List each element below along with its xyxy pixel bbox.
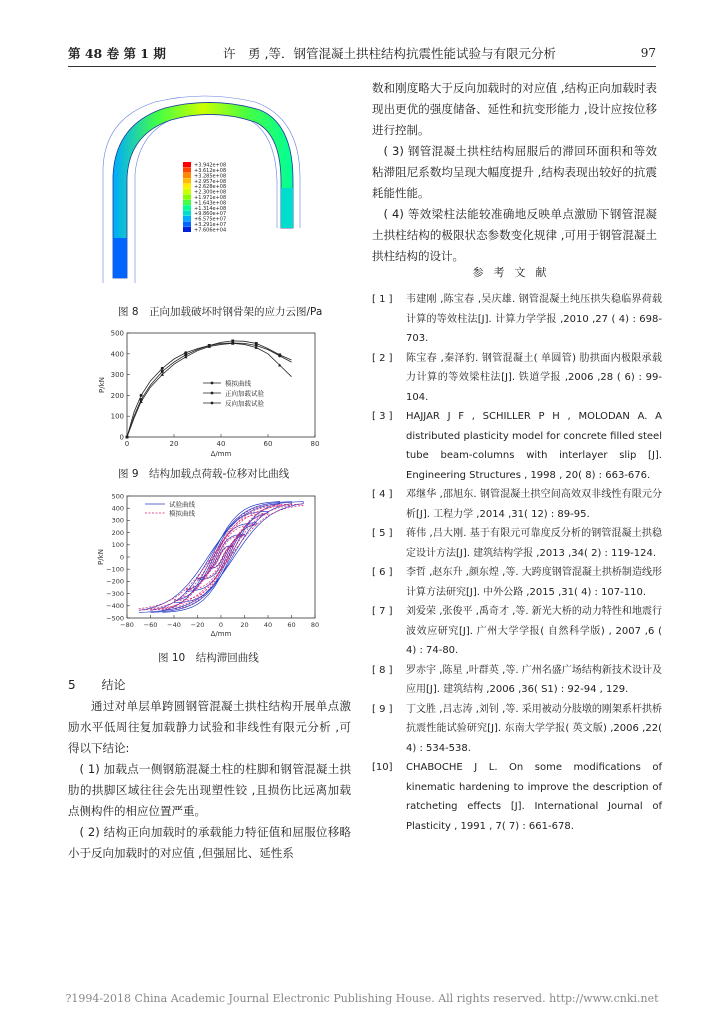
y-tick-label: −100 [106, 565, 124, 574]
legend-swatch [183, 194, 191, 199]
reference-number: [10] [372, 762, 393, 773]
reference-item [372, 602, 662, 661]
reference-number: [ 9 ] [372, 703, 393, 715]
sim-loop [174, 513, 268, 601]
y-tick-label: 500 [111, 492, 124, 501]
reference-number: [ 2 ] [372, 352, 393, 364]
legend-value: +3.942e+08 [194, 162, 227, 169]
legend-colorbar [183, 162, 226, 233]
section-heading [68, 676, 125, 693]
x-tick-label: 20 [240, 621, 249, 629]
legend-label: 正向加载试验 [225, 389, 264, 398]
reference-text: 刘爱荣 ,张俊平 ,禹奇才 ,等. 新光大桥的动力特性和地震行波效应研究[J]. 广州大学学报( 自然科学版) , 2007 ,6 ( 4) : 74-80. [406, 606, 662, 656]
x-tick-label: 80 [310, 440, 320, 448]
figure-9 [95, 325, 335, 460]
legend-swatch [183, 200, 191, 205]
legend-swatch [183, 162, 191, 167]
reference-list [372, 290, 662, 836]
reference-item [372, 563, 662, 602]
legend-value: +1.971e+08 [194, 195, 227, 201]
figure-9-caption: 图 9 结构加载点荷载-位移对比曲线 [118, 468, 290, 480]
reference-item [372, 524, 662, 563]
x-tick-label: 40 [263, 621, 273, 629]
legend-marker [211, 402, 214, 405]
legend-value: +3.285e+08 [194, 173, 227, 180]
y-tick-label: −400 [106, 602, 124, 611]
legend-label: 反向加载试验 [225, 399, 264, 408]
reference-number: [ 1 ] [372, 294, 393, 305]
reference-item [372, 485, 662, 524]
reference-item [372, 349, 662, 408]
reference-text: CHABOCHE J L. On some modifications of kinematic hardening to improve the description of ratcheting effects [J]. International Journal of Plasticity , 1991 , 7( 7) : 661-678. [406, 762, 662, 832]
x-tick-label: 60 [263, 440, 273, 448]
reference-number: [ 4 ] [372, 489, 393, 500]
legend-swatch [183, 205, 191, 210]
reference-number: [ 3 ] [372, 411, 393, 422]
y-tick-label: 100 [110, 412, 124, 421]
sim-loop [151, 504, 292, 610]
legend-value: +6.575e+07 [194, 216, 227, 223]
hysteresis-chart [95, 490, 335, 638]
section-title: 结论 [101, 678, 126, 692]
conclusion-3: ( 3) 钢管混凝土拱柱结构屈服后的滞回环面积和等效粘滞阻尼系数均呈现大幅度提升 ,结构表现出较好的抗震耗能性能。 [372, 144, 657, 200]
reference-item [372, 290, 662, 349]
y-tick-label: 200 [111, 528, 124, 537]
legend-swatch [183, 216, 191, 221]
x-tick-label: 0 [124, 440, 130, 448]
y-tick-label: 400 [111, 504, 124, 513]
data-point [161, 370, 164, 373]
y-tick-label: 300 [111, 516, 124, 525]
reference-item [372, 661, 662, 700]
legend-value: +2.957e+08 [194, 178, 227, 185]
legend-label: 模拟曲线 [169, 509, 195, 518]
sim-loop [162, 504, 280, 610]
x-tick-label: 80 [310, 621, 320, 629]
conclusion-4: ( 4) 等效梁柱法能较准确地反映单点激励下钢管混凝土拱柱结构的极限状态参数变化规律 ,可用于钢管混凝土拱柱结构的设计。 [372, 207, 657, 263]
reference-item [372, 758, 662, 836]
figure-8 [95, 88, 335, 298]
figure-8-caption: 图 8 正向加载破坏时钢骨架的应力云图/Pa [118, 306, 323, 318]
legend-value: +9.860e+07 [194, 211, 227, 218]
stress-contour-plot [95, 88, 335, 298]
reference-text: 李哲 ,赵东升 ,颜东煌 ,等. 大跨度钢管混凝土拱桥制造线形计算方法研究[J]. 中外公路 ,2015 ,31( 4) : 107-110. [406, 567, 662, 598]
right-column-text [372, 78, 657, 267]
legend-label: 试验曲线 [169, 500, 195, 509]
y-tick-label: −500 [106, 614, 124, 623]
legend-swatch [183, 167, 191, 172]
legend-value: +2.300e+08 [194, 189, 227, 196]
series-line [127, 343, 292, 437]
reference-item [372, 700, 662, 759]
x-axis-label: Δ/mm [210, 630, 232, 638]
x-tick-label: −20 [190, 621, 205, 629]
plot-frame [127, 333, 315, 437]
y-tick-label: 300 [110, 371, 124, 380]
copyright-footer: ?1994-2018 China Academic Journal Electronic Publishing House. All rights reserved. http://www.cnki.net [65, 992, 659, 1005]
y-tick-label: 500 [110, 329, 124, 338]
legend-marker [211, 392, 214, 395]
legend-label: 模拟曲线 [225, 379, 251, 388]
plot-frame [127, 496, 315, 618]
reference-number: [ 7 ] [372, 606, 393, 617]
data-point [255, 342, 258, 345]
x-tick-label: −80 [120, 621, 134, 629]
legend-swatch [183, 184, 191, 189]
left-column-base [113, 238, 127, 278]
running-title: 许 勇 ,等．钢管混凝土拱柱结构抗震性能试验与有限元分析 [223, 46, 556, 61]
references-heading: 参考文献 [472, 266, 557, 279]
legend-value: +1.643e+08 [194, 200, 227, 207]
legend-swatch [183, 211, 191, 216]
y-tick-label: 0 [119, 553, 124, 562]
reference-text: 邓继华 ,邵旭东. 钢管混凝土拱空间高效双非线性有限元分析[J]. 工程力学 ,2014 ,31( 12) : 89-95. [406, 489, 662, 520]
test-loop [162, 502, 280, 613]
section-number: 5 [68, 678, 76, 692]
figure-10 [95, 490, 335, 638]
left-column-text [68, 696, 351, 864]
data-point [278, 353, 281, 356]
page-header [68, 44, 656, 66]
legend-value: +7.606e+04 [194, 227, 227, 234]
y-axis-label: P/kN [98, 377, 106, 393]
y-tick-label: −200 [106, 577, 124, 586]
header-rule [68, 66, 656, 67]
legend-value: +2.628e+08 [194, 184, 227, 191]
reference-text: 蒋伟 ,吕大刚. 基于有限元可靠度反分析的钢管混凝土拱稳定设计方法[J]. 建筑结构学报 ,2013 ,34( 2) : 119-124. [406, 528, 662, 559]
reference-number: [ 5 ] [372, 528, 393, 539]
reference-item [372, 407, 662, 485]
x-tick-label: 40 [216, 440, 226, 448]
data-point [161, 367, 164, 370]
right-column [281, 188, 293, 228]
reference-text: 陈宝春 ,秦泽豹. 钢管混凝土( 单圆管) 肋拱面内极限承载力计算的等效梁柱法[J]. 铁道学报 ,2006 ,28 ( 6) : 99-104. [406, 352, 662, 403]
y-axis-label: P/kN [97, 549, 105, 565]
figure-10-caption: 图 10 结构滞回曲线 [158, 652, 259, 664]
legend-value: +3.612e+08 [194, 168, 227, 174]
series-line [127, 343, 292, 437]
x-axis-label: Δ/mm [210, 450, 232, 458]
sim-loop [139, 504, 304, 610]
y-tick-label: −300 [106, 589, 124, 598]
sim-loop [186, 524, 257, 590]
legend-value: +1.314e+08 [194, 205, 227, 212]
test-loop [151, 502, 292, 613]
reference-text: 韦建刚 ,陈宝春 ,吴庆雄. 钢管混凝土纯压拱失稳临界荷载计算的等效柱法[J]. 计算力学学报 ,2010 ,27 ( 4) : 698-703. [406, 294, 662, 344]
y-tick-label: 200 [110, 391, 124, 400]
x-tick-label: 0 [218, 621, 224, 629]
load-displacement-chart [95, 325, 335, 460]
legend-swatch [183, 221, 191, 226]
legend-swatch [183, 173, 191, 178]
reference-text: HAJJAR J F , SCHILLER P H , MOLODAN A. A distributed plasticity model for concrete filled steel tube beam-columns with interlayer slip [J]. Engineering Structures , 1998 , 20( 8) : 663-676. [406, 411, 662, 481]
legend-swatch [183, 227, 191, 232]
y-tick-label: 0 [119, 433, 124, 442]
series-line [127, 341, 292, 437]
conclusion-1: ( 1) 加载点一侧钢筋混凝土柱的柱脚和钢管混凝土拱肋的拱脚区域往往会先出现塑性铰 ,且损伤比远离加载点侧构件的相应位置严重。 [68, 762, 351, 818]
x-tick-label: 20 [169, 440, 179, 448]
reference-number: [ 8 ] [372, 664, 393, 676]
page-number: 97 [640, 46, 656, 60]
legend-value: +3.291e+07 [194, 222, 227, 228]
y-tick-label: 400 [110, 350, 124, 359]
test-loop [139, 502, 304, 613]
y-tick-label: 100 [111, 541, 124, 550]
test-loop [174, 511, 268, 603]
legend-marker [211, 382, 214, 385]
reference-number: [ 6 ] [372, 567, 393, 578]
data-point [140, 394, 143, 397]
x-tick-label: −40 [167, 621, 181, 629]
reference-text: 丁文胜 ,吕志涛 ,刘钊 ,等. 采用被动分肢墩的刚架系杆拱桥抗震性能试验研究[J]. 东南大学学报( 英文版) ,2006 ,22( 4) : 534-538. [406, 703, 662, 754]
conclusion-2-cont: 数和刚度略大于反向加载时的对应值 ,结构正向加载时表现出更优的强度储备、延性和抗变形能力 ,设计应按位移进行控制。 [372, 81, 657, 137]
legend-swatch [183, 178, 191, 183]
x-tick-label: 60 [287, 621, 296, 629]
conclusion-intro: 通过对单层单跨圆钢管混凝土拱柱结构开展单点激励水平低周往复加载静力试验和非线性有限元分析 ,可得以下结论: [68, 699, 351, 755]
reference-text: 罗赤宇 ,陈星 ,叶群英 ,等. 广州名盛广场结构新技术设计及应用[J]. 建筑结构 ,2006 ,36( S1) : 92-94 , 129. [406, 664, 662, 695]
test-loop [186, 523, 257, 592]
legend-swatch [183, 189, 191, 194]
conclusion-2: ( 2) 结构正向加载时的承载能力特征值和屈服位移略小于反向加载时的对应值 ,但强屈比、延性系 [68, 825, 351, 860]
journal-volume: 第 48 卷 第 1 期 [68, 46, 166, 61]
x-tick-label: −60 [143, 621, 158, 629]
